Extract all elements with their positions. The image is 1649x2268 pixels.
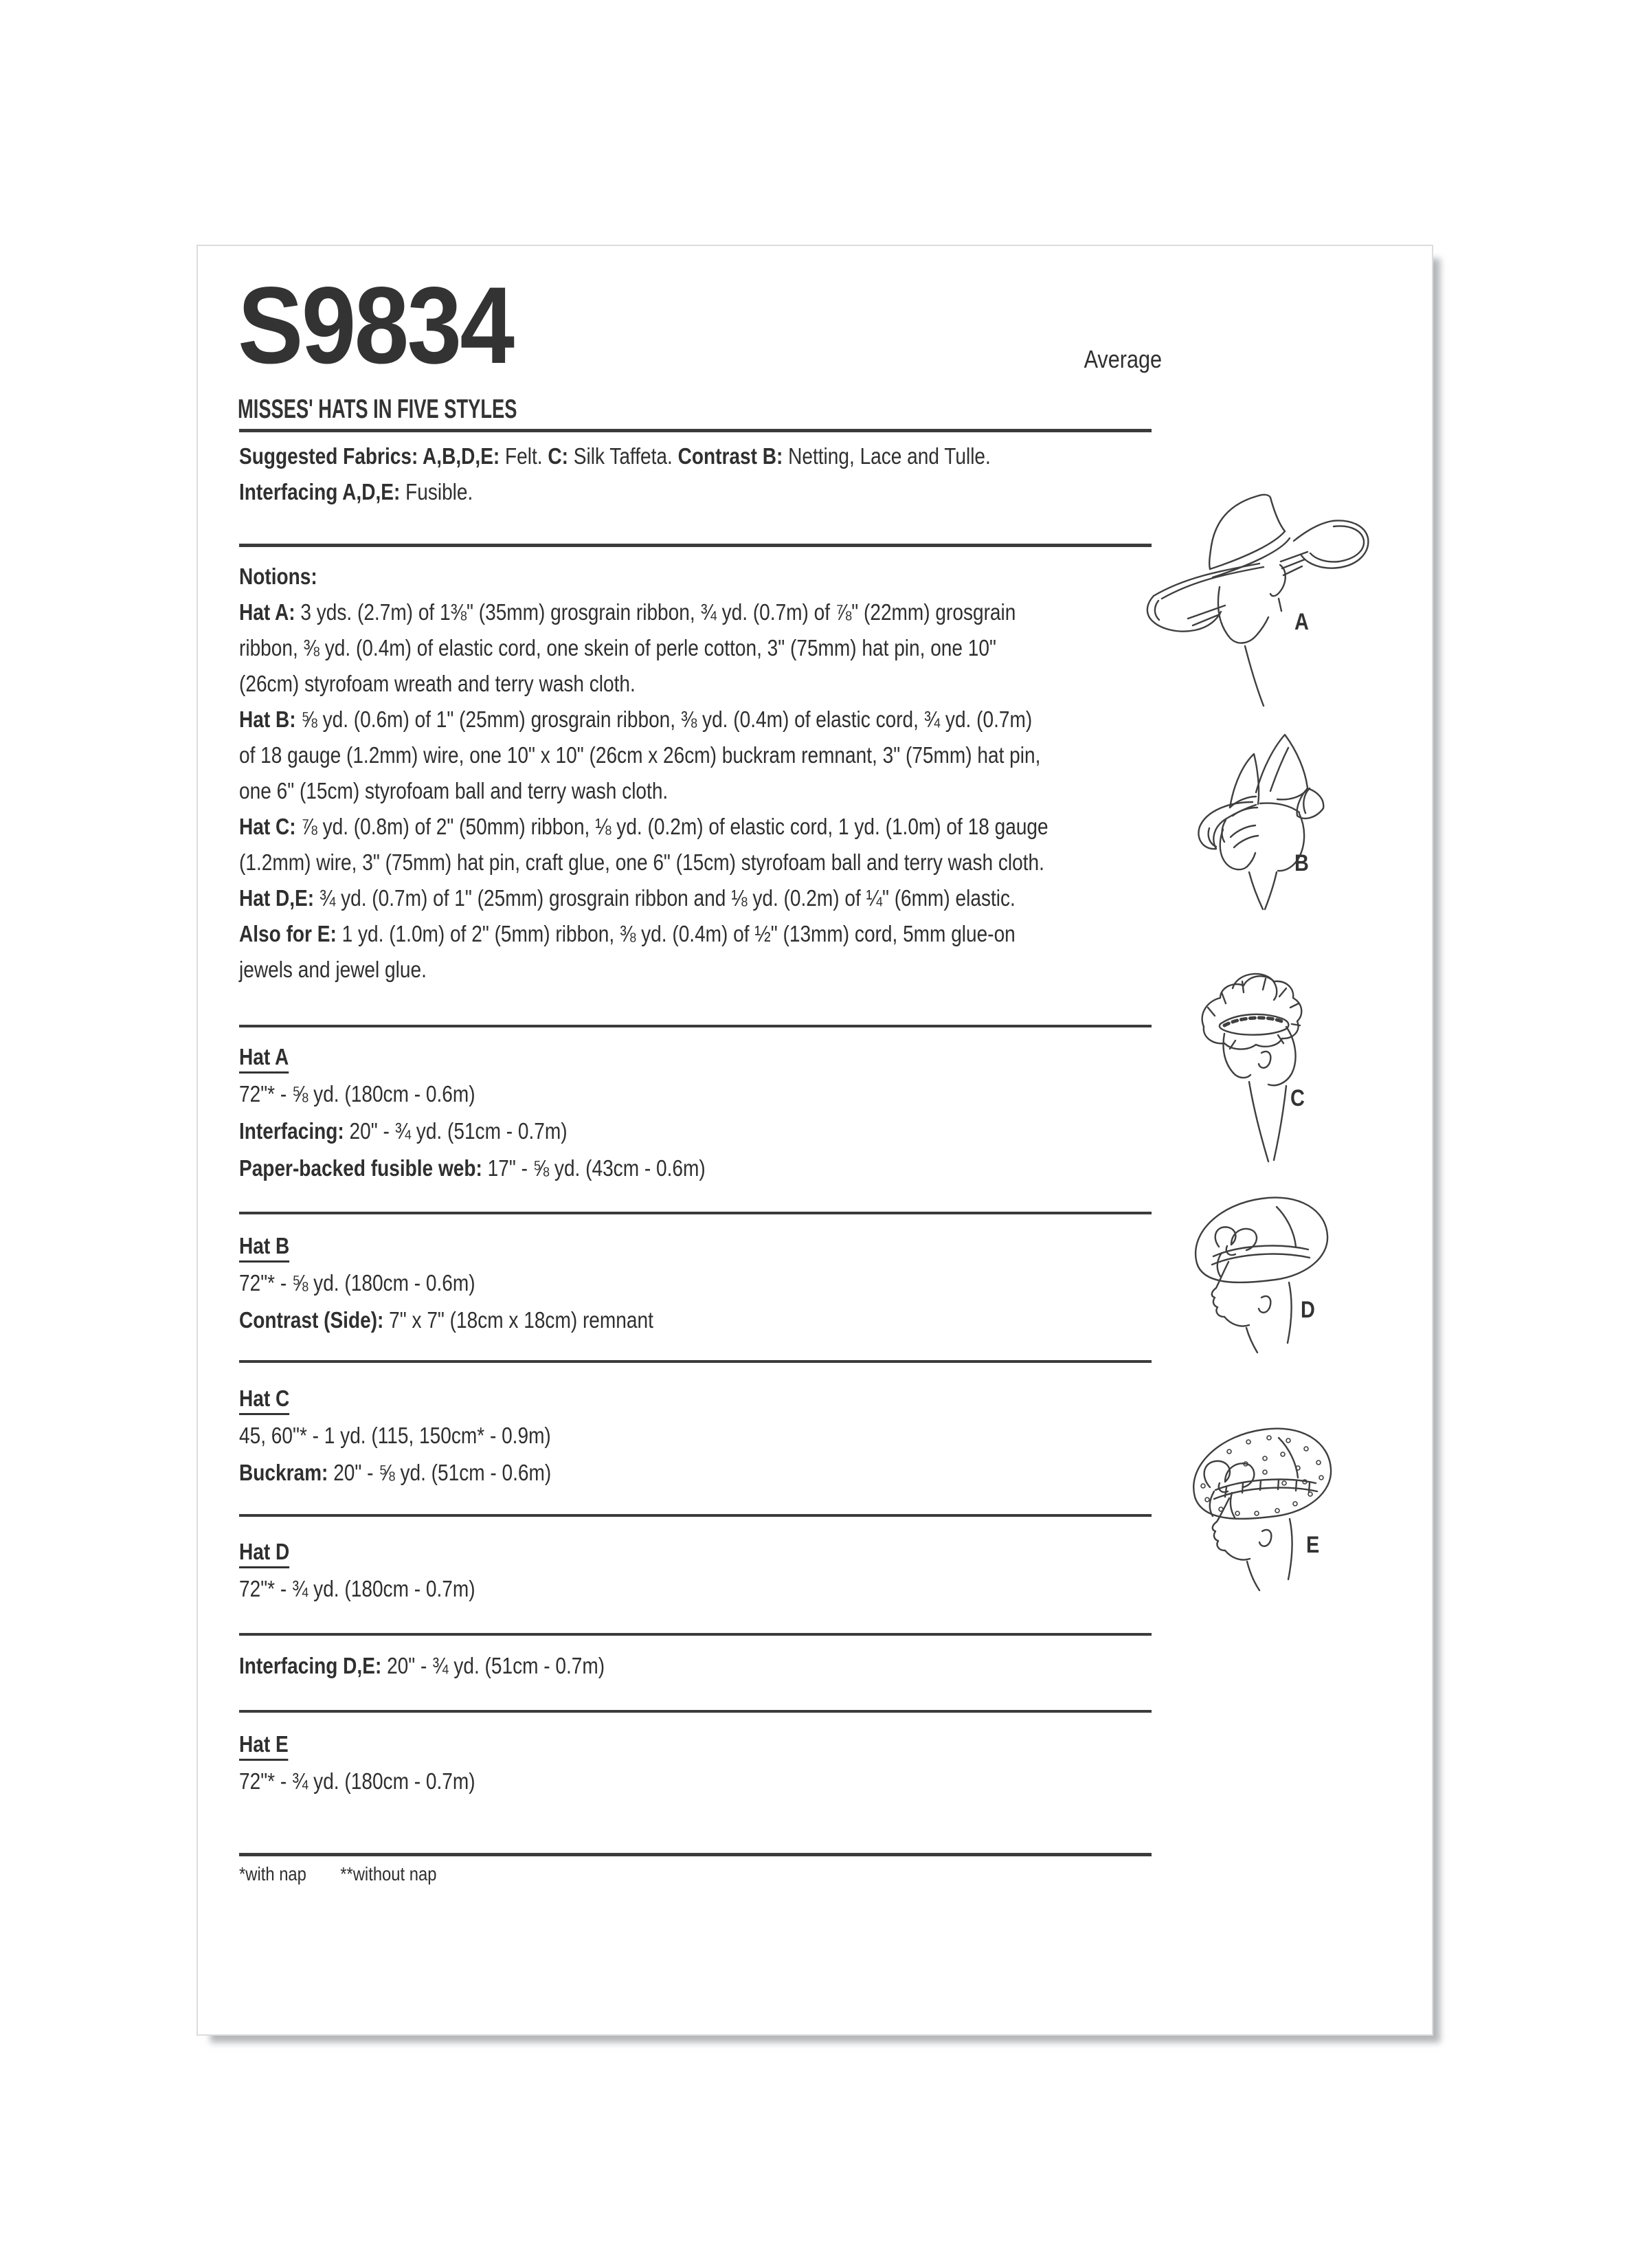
yardage-hat-a [239, 1038, 706, 1187]
view-b-label: B [1294, 850, 1309, 876]
notions-line: ribbon, ⅜ yd. (0.4m) of elastic cord, one skein of perle cotton, 3" (75mm) hat pin, one 10" [239, 635, 996, 660]
yardage-hat-d [239, 1533, 475, 1608]
yardage-line: Paper-backed fusible web: 17" - ⅝ yd. (43cm - 0.6m) [239, 1155, 706, 1181]
fabrics-line: Suggested Fabrics: A,B,D,E: Felt. C: Silk Taffeta. Contrast B: Netting, Lace and Tulle. [239, 443, 991, 469]
yardage-line: 72"* - ⅝ yd. (180cm - 0.6m) [239, 1270, 475, 1296]
hat-e-illustration [1177, 1409, 1338, 1591]
footer-divider [239, 1853, 1152, 1856]
yardage-line: 72"* - ¾ yd. (180cm - 0.7m) [239, 1576, 475, 1601]
page-title: MISSES' HATS IN FIVE STYLES [238, 394, 517, 424]
notions-line: jewels and jewel glue. [239, 957, 427, 982]
fabrics-line: Interfacing A,D,E: Fusible. [239, 479, 473, 504]
section-divider [239, 1710, 1152, 1713]
yardage-line: Interfacing D,E: 20" - ¾ yd. (51cm - 0.7m) [239, 1653, 605, 1678]
notions-line: of 18 gauge (1.2mm) wire, one 10" x 10" (26cm x 26cm) buckram remnant, 3" (75mm) hat pin, [239, 742, 1041, 768]
with-nap-note: *with nap [239, 1863, 306, 1885]
yardage-heading: Hat B [239, 1233, 289, 1263]
yardage-line: Contrast (Side): 7" x 7" (18cm x 18cm) remnant [239, 1307, 653, 1333]
view-d-label: D [1301, 1297, 1315, 1323]
nap-footnote [239, 1861, 436, 1887]
yardage-line: 72"* - ¾ yd. (180cm - 0.7m) [239, 1768, 475, 1794]
section-divider [239, 1025, 1152, 1027]
yardage-heading: Hat D [239, 1539, 289, 1568]
without-nap-note: **without nap [340, 1863, 437, 1885]
pattern-envelope-page [197, 245, 1433, 2036]
yardage-line: Buckram: 20" - ⅝ yd. (51cm - 0.6m) [239, 1460, 552, 1485]
yardage-line: 45, 60"* - 1 yd. (115, 150cm* - 0.9m) [239, 1423, 551, 1448]
view-a-label: A [1294, 609, 1309, 635]
yardage-heading: Hat A [239, 1044, 289, 1074]
yardage-hat-c [239, 1380, 551, 1491]
notions-line: Hat B: ⅝ yd. (0.6m) of 1" (25mm) grosgrain ribbon, ⅜ yd. (0.4m) of elastic cord, ¾ yd. (0.7m) [239, 707, 1033, 732]
notions-line: Hat C: ⅞ yd. (0.8m) of 2" (50mm) ribbon, ⅛ yd. (0.2m) of elastic cord, 1 yd. (1.0m) of 18 gauge [239, 814, 1048, 839]
notions-section [239, 559, 1048, 988]
yardage-heading: Hat C [239, 1386, 289, 1415]
yardage-line: Interfacing: 20" - ¾ yd. (51cm - 0.7m) [239, 1118, 568, 1144]
skill-level: Average [1084, 345, 1162, 373]
hat-b-illustration [1187, 725, 1332, 911]
hat-d-illustration [1179, 1181, 1330, 1353]
notions-line: (26cm) styrofoam wreath and terry wash cloth. [239, 671, 636, 696]
yardage-interfacing-de [239, 1647, 605, 1685]
header-divider [239, 429, 1152, 432]
fabrics-divider [239, 544, 1152, 547]
pattern-number: S9834 [238, 264, 513, 386]
suggested-fabrics [239, 438, 991, 510]
view-c-label: C [1290, 1085, 1305, 1111]
yardage-heading: Hat E [239, 1731, 289, 1761]
section-divider [239, 1212, 1152, 1214]
yardage-line: 72"* - ⅝ yd. (180cm - 0.6m) [239, 1081, 475, 1107]
section-divider [239, 1633, 1152, 1636]
notions-line: (1.2mm) wire, 3" (75mm) hat pin, craft glue, one 6" (15cm) styrofoam ball and terry wash cloth. [239, 849, 1044, 875]
section-divider [239, 1514, 1152, 1517]
notions-line: Also for E: 1 yd. (1.0m) of 2" (5mm) ribbon, ⅜ yd. (0.4m) of ½" (13mm) cord, 5mm glue-on [239, 921, 1016, 946]
yardage-hat-e [239, 1726, 475, 1800]
notions-line: Hat A: 3 yds. (2.7m) of 1⅜" (35mm) grosgrain ribbon, ¾ yd. (0.7m) of ⅞" (22mm) grosgrain [239, 599, 1016, 625]
notions-heading: Notions: [239, 564, 317, 589]
yardage-hat-b [239, 1227, 653, 1339]
notions-line: Hat D,E: ¾ yd. (0.7m) of 1" (25mm) grosgrain ribbon and ⅛ yd. (0.2m) of ¼" (6mm) elastic. [239, 885, 1016, 911]
section-divider [239, 1360, 1152, 1363]
view-e-label: E [1306, 1532, 1320, 1558]
hat-c-illustration [1194, 958, 1308, 1164]
notions-line: one 6" (15cm) styrofoam ball and terry wash cloth. [239, 778, 669, 803]
